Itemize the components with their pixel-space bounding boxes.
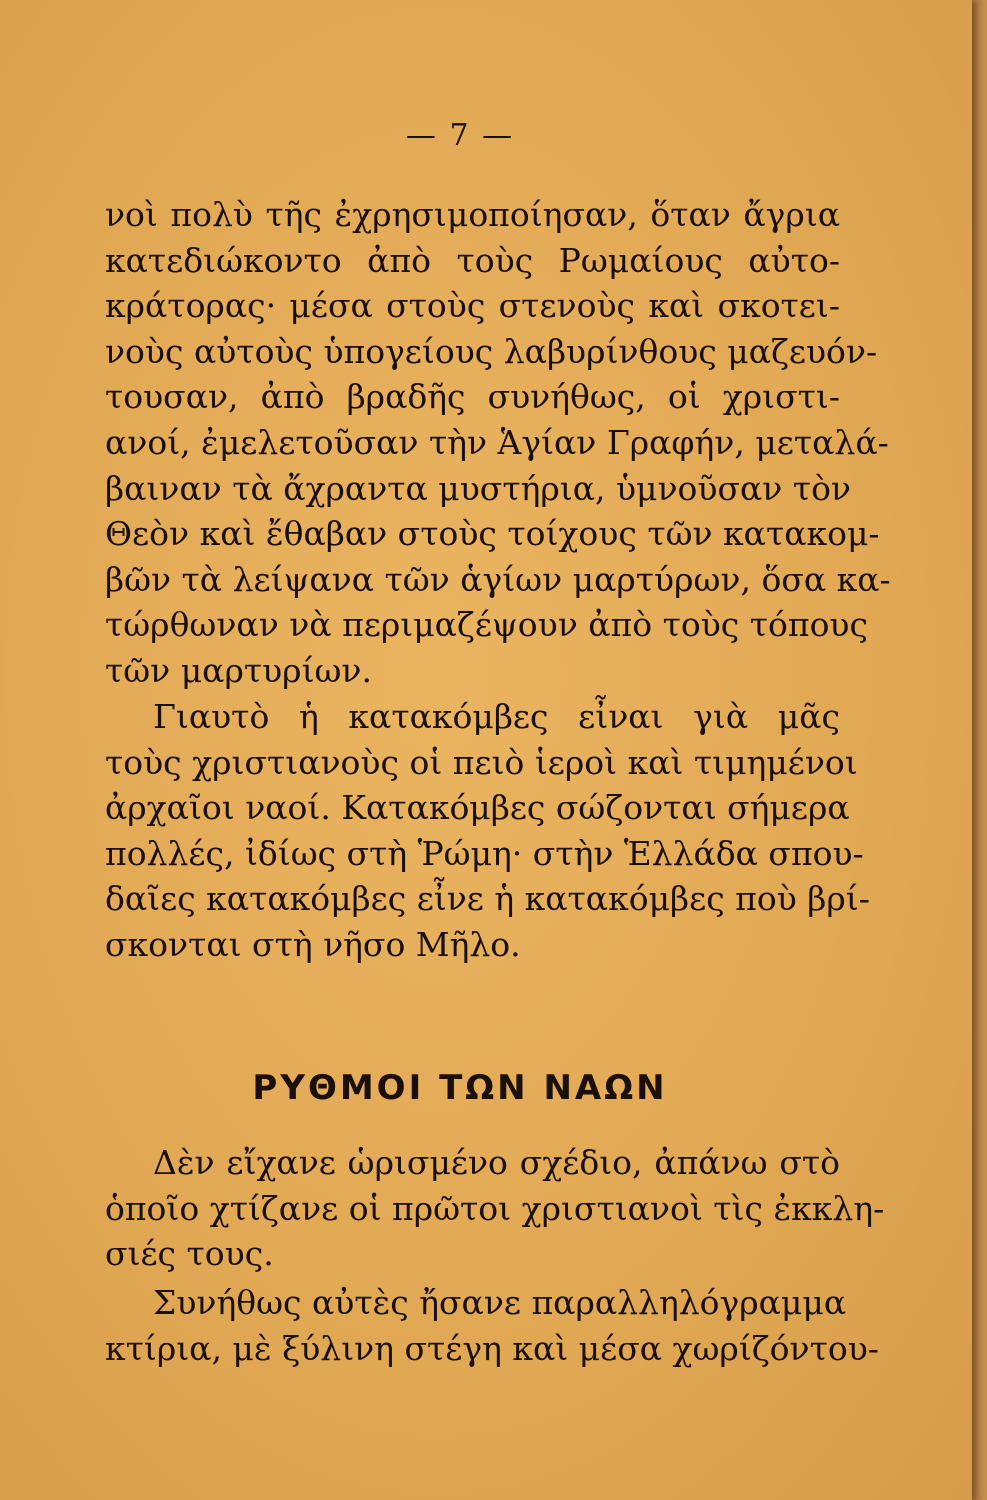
text-line: βῶν τὰ λείψανα τῶν ἁγίων μαρτύρων, ὅσα κα- <box>105 559 891 599</box>
text-line: κατεδιώκοντο ἀπὸ τοὺς Ρωμαίους αὐτο- <box>105 240 840 280</box>
text-line: σκονται στὴ νῆσο Μῆλο. <box>105 924 521 964</box>
text-line: Γιαυτὸ ἡ κατακόμβες εἶναι γιὰ μᾶς <box>153 697 840 736</box>
section-heading: ΡΥΘΜΟΙ ΤΩΝ ΝΑΩΝ <box>252 1068 668 1108</box>
text-line: ανοί, ἐμελετοῦσαν τὴν Ἁγίαν Γραφήν, μεταλά- <box>105 422 889 462</box>
paragraph-catacombs-use <box>105 192 891 694</box>
text-line: τῶν μαρτυρίων. <box>105 650 372 690</box>
text-line: κτίρια, μὲ ξύλινη στέγη καὶ μέσα χωρίζόντου- <box>105 1328 879 1368</box>
text-line: Δὲν εἴχανε ὡρισμένο σχέδιο, ἀπάνω στὸ <box>153 1143 840 1182</box>
paragraph-basilica-form <box>105 1280 879 1371</box>
text-line: τώρθωναν νὰ περιμαζέψουν ἀπὸ τοὺς τόπους <box>105 605 868 645</box>
paragraph-church-plans <box>105 1140 885 1277</box>
text-line: τοὺς χριστιανοὺς οἱ πειὸ ἱεροὶ καὶ τιμημένοι <box>105 742 858 782</box>
text-line: σιές τους. <box>105 1234 274 1274</box>
text-line: πολλές, ἰδίως στὴ Ῥώμη· στὴν Ἑλλάδα σπου- <box>105 833 864 873</box>
text-line: Θεὸν καὶ ἔθαβαν στοὺς τοίχους τῶν κατακομ- <box>105 514 880 554</box>
text-line: ἀρχαῖοι ναοί. Κατακόμβες σώζονται σήμερα <box>105 788 850 828</box>
text-line: βαιναν τὰ ἄχραντα μυστήρια, ὑμνοῦσαν τὸν <box>105 468 851 508</box>
text-line: δαῖες κατακόμβες εἶνε ἡ κατακόμβες ποὺ βρί- <box>105 879 870 919</box>
page-number: — 7 — <box>405 118 515 153</box>
paragraph-catacombs-today <box>105 694 870 968</box>
text-line: ὁποῖο χτίζανε οἱ πρῶτοι χριστιανοὶ τὶς ἐκκλη- <box>105 1188 885 1228</box>
text-line: τουσαν, ἀπὸ βραδῆς συνήθως, οἱ χριστι- <box>105 377 840 417</box>
text-line: Συνήθως αὐτὲς ἤσανε παραλληλόγραμμα <box>153 1283 847 1322</box>
text-line: νοὺς αὐτοὺς ὑπογείους λαβυρίνθους μαζευόν- <box>105 331 878 371</box>
text-line: νοὶ πολὺ τῆς ἐχρησιμοποίησαν, ὅταν ἄγρια <box>105 195 840 234</box>
text-line: κράτορας· μέσα στοὺς στενοὺς καὶ σκοτει- <box>105 286 840 326</box>
